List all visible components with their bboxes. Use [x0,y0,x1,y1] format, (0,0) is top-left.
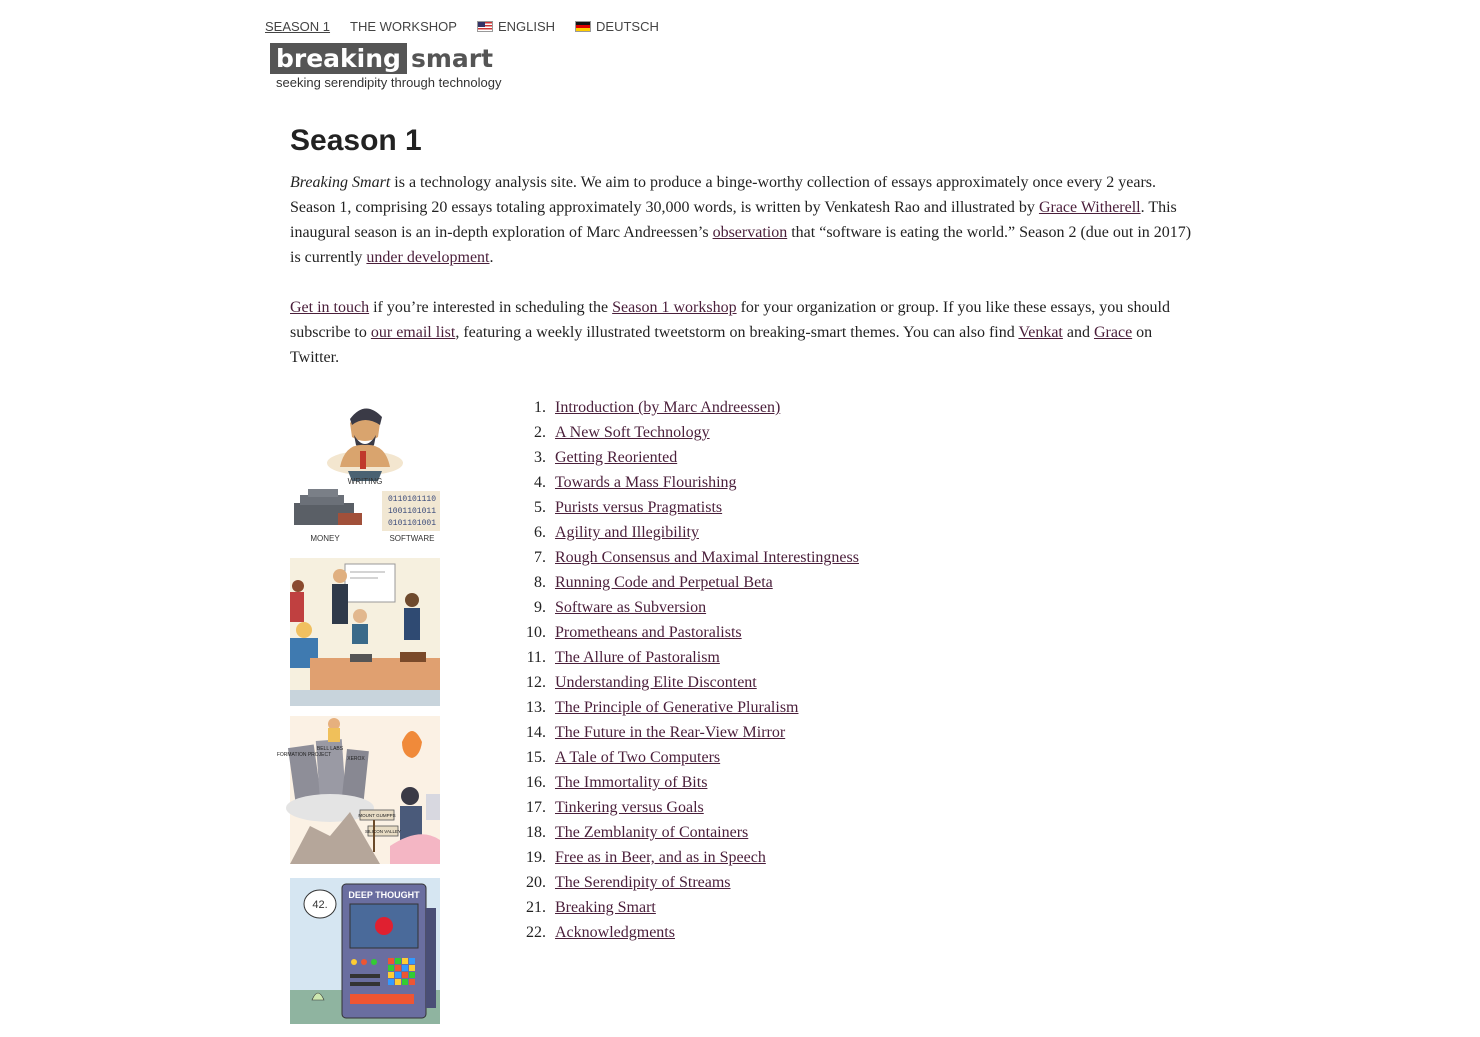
top-nav [265,19,659,34]
list-number: 18. [526,824,546,841]
list-number: 2. [534,424,546,441]
email-list-link[interactable]: our email list [370,324,456,341]
sign-label-2: SILICON VALLEY [365,829,401,834]
landscape-illustration [276,716,440,864]
list-item [520,645,859,670]
list-number: 22. [526,924,546,941]
answer-42-label: 42. [312,899,328,911]
building-label-3: XEROX [347,756,365,762]
list-number: 19. [526,849,546,866]
essay-link[interactable]: The Principle of Generative Pluralism [555,699,799,716]
essay-link[interactable]: Rough Consensus and Maximal Interestingness [555,549,859,566]
list-number: 9. [534,599,546,616]
building-label-2: BELL LABS [316,746,344,752]
essay-link[interactable]: The Allure of Pastoralism [555,649,720,666]
list-number: 12. [526,674,546,691]
essay-link[interactable]: The Immortality of Bits [555,774,708,791]
writing-money-software-illustration [290,395,440,545]
list-item [520,920,859,945]
contact-text-2: for your organization or group. If you like these essays, you should subscribe to [290,299,1170,341]
essay-link[interactable]: Getting Reoriented [555,449,678,466]
list-number: 8. [534,574,546,591]
essay-list [520,395,859,945]
intro-paragraph [290,170,1200,270]
list-number: 10. [526,624,546,641]
binary-line-3: 0101101001 [387,519,437,528]
list-item [520,545,859,570]
list-number: 15. [526,749,546,766]
list-item [520,595,859,620]
list-item [520,495,859,520]
intro-text-3: that “software is eating the world.” Season 2 (due out in 2017) is currently [290,224,1192,266]
binary-line-1: 0110101110 [387,495,437,504]
intro-text-2: . This inaugural season is an in-depth exploration of Marc Andreessen’s [290,199,1177,241]
list-number: 5. [534,499,546,516]
essay-link[interactable]: Understanding Elite Discontent [555,674,757,691]
logo-breaking: breaking [270,43,407,74]
logo-smart: smart [410,44,494,73]
nav-workshop[interactable]: THE WORKSHOP [350,19,457,34]
site-logo[interactable] [270,43,493,74]
contact-text-4: and [1062,324,1094,341]
deep-thought-illustration [290,878,440,1024]
essay-link[interactable]: Towards a Mass Flourishing [555,474,737,491]
contact-paragraph [290,295,1200,370]
essay-link[interactable]: Agility and Illegibility [555,524,699,541]
grace-twitter-link[interactable]: Grace [1093,324,1133,341]
list-number: 6. [534,524,546,541]
list-number: 17. [526,799,546,816]
list-item [520,520,859,545]
essay-link[interactable]: Purists versus Pragmatists [555,499,723,516]
list-item [520,570,859,595]
software-label: SOFTWARE [389,534,435,543]
list-number: 4. [534,474,546,491]
essay-link[interactable]: A New Soft Technology [555,424,710,441]
essay-link[interactable]: Free as in Beer, and as in Speech [555,849,766,866]
essay-link[interactable]: Running Code and Perpetual Beta [555,574,773,591]
essay-link[interactable]: Tinkering versus Goals [555,799,704,816]
list-item [520,470,859,495]
brand-name: Breaking Smart [290,174,391,191]
list-number: 14. [526,724,546,741]
sign-label-1: MOUNT GUMPPS [358,813,396,818]
get-in-touch-link[interactable]: Get in touch [290,299,370,316]
site-tagline: seeking serendipity through technology [276,75,502,90]
nav-english[interactable] [477,19,555,34]
money-label: MONEY [310,534,340,543]
essay-link[interactable]: Breaking Smart [555,899,656,916]
essay-link[interactable]: Acknowledgments [555,924,675,941]
essay-link[interactable]: The Serendipity of Streams [555,874,731,891]
observation-link[interactable]: observation [712,224,788,241]
contact-text-3: , featuring a weekly illustrated tweetstorm on breaking-smart themes. You can also find [455,324,1019,341]
list-item [520,845,859,870]
list-item [520,720,859,745]
german-flag-icon [575,21,591,32]
list-number: 11. [526,649,546,666]
list-item [520,870,859,895]
contact-text-1: if you’re interested in scheduling the [369,299,613,316]
list-item [520,770,859,795]
nav-season-1[interactable]: SEASON 1 [265,19,331,34]
list-item [520,445,859,470]
nav-deutsch-label: DEUTSCH [596,19,659,34]
list-item [520,420,859,445]
under-development-link[interactable]: under development [366,249,490,266]
essay-link[interactable]: A Tale of Two Computers [555,749,721,766]
list-number: 21. [526,899,546,916]
essay-link[interactable]: Introduction (by Marc Andreessen) [555,399,781,416]
list-number: 13. [526,699,546,716]
list-number: 3. [534,449,546,466]
list-number: 7. [534,549,546,566]
list-item [520,745,859,770]
office-meeting-illustration [290,558,440,706]
writing-label: WRITING [347,477,383,486]
essay-link[interactable]: Prometheans and Pastoralists [555,624,742,641]
nav-english-label: ENGLISH [497,19,556,34]
essay-link[interactable]: Software as Subversion [555,599,707,616]
us-flag-icon [477,21,493,32]
list-item [520,820,859,845]
building-label-1: FORMATION PROJECT [276,752,332,758]
page-title: Season 1 [290,124,422,157]
list-item [520,395,859,420]
intro-text-1: is a technology analysis site. We aim to produce a binge-worthy collection of essays approximately once every 2 years. Season 1, comprising 20 essays totaling approximately 30,000 words, is written by Venkatesh Rao and illustrated by [290,174,1157,216]
essay-link[interactable]: The Future in the Rear-View Mirror [555,724,786,741]
list-number: 20. [526,874,546,891]
list-item [520,620,859,645]
binary-line-2: 1001101011 [387,507,437,516]
list-number: 1. [534,399,546,416]
essay-link[interactable]: The Zemblanity of Containers [555,824,749,841]
season-1-workshop-link[interactable]: Season 1 workshop [612,299,737,316]
list-item [520,695,859,720]
nav-deutsch[interactable] [575,19,659,34]
venkat-twitter-link[interactable]: Venkat [1018,324,1063,341]
intro-text-4: . [489,249,494,266]
deep-thought-label: DEEP THOUGHT [348,890,420,900]
list-item [520,895,859,920]
grace-witherell-link[interactable]: Grace Witherell [1038,199,1141,216]
list-item [520,795,859,820]
contact-text-5: on Twitter. [290,324,1153,366]
list-item [520,670,859,695]
list-number: 16. [526,774,546,791]
